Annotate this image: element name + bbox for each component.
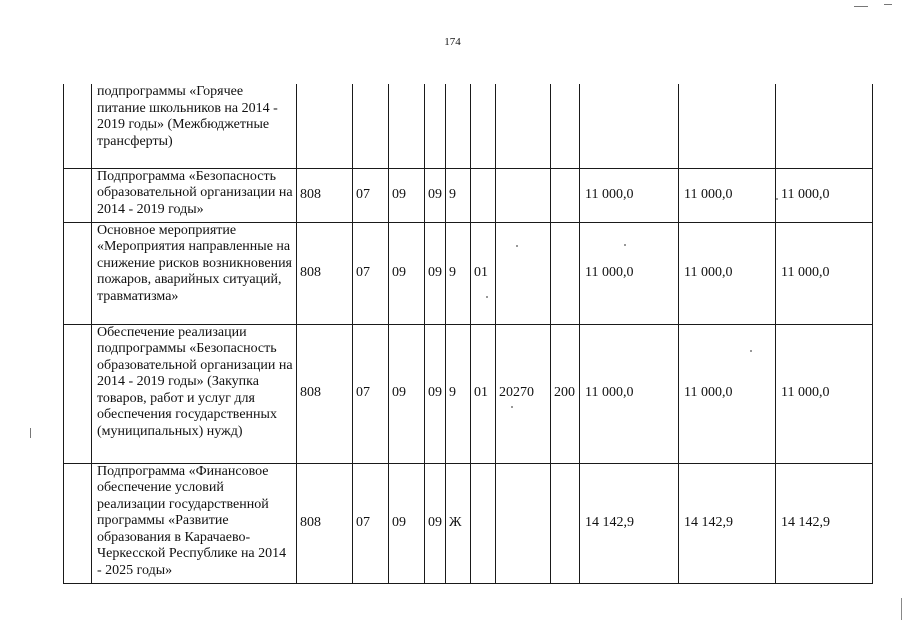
direction-cell: [496, 222, 551, 324]
section-cell: [353, 84, 389, 168]
description-cell: Подпрограмма «Финансовое обеспечение условий реализации государственной программы «Развитие образования в Карачаево-Черкесской Республике на 2014 - 2025 годы»: [92, 463, 297, 583]
subprogram-cell: 9: [446, 324, 471, 463]
event-cell: 01: [471, 324, 496, 463]
subsection-cell: 09: [389, 463, 425, 583]
scan-edge-mark: [901, 598, 902, 620]
amount-cell: 11 000,0: [776, 324, 873, 463]
scan-speck: [884, 4, 892, 5]
direction-cell: 20270: [496, 324, 551, 463]
amount-cell: 11 000,0: [776, 168, 873, 222]
event-cell: 01: [471, 222, 496, 324]
expense-type-cell: [551, 222, 580, 324]
amount-cell: 11 000,0: [580, 168, 679, 222]
amount-cell: 14 142,9: [580, 463, 679, 583]
row-index-cell: [64, 222, 92, 324]
expense-type-cell: [551, 84, 580, 168]
scan-speck: [624, 244, 626, 246]
expense-type-cell: [551, 168, 580, 222]
table-row: [64, 463, 873, 583]
admin-code-cell: 808: [297, 168, 353, 222]
direction-cell: [496, 84, 551, 168]
description-cell: Подпрограмма «Безопасность образовательной организации на 2014 - 2019 годы»: [92, 168, 297, 222]
row-index-cell: [64, 168, 92, 222]
expense-type-cell: [551, 463, 580, 583]
row-index-cell: [64, 463, 92, 583]
amount-cell: [580, 84, 679, 168]
section-cell: 07: [353, 463, 389, 583]
section-cell: 07: [353, 222, 389, 324]
direction-cell: [496, 463, 551, 583]
admin-code-cell: 808: [297, 463, 353, 583]
scan-speck: [486, 296, 488, 298]
subprogram-cell: [446, 84, 471, 168]
event-cell: [471, 84, 496, 168]
amount-cell: 14 142,9: [679, 463, 776, 583]
subprogram-cell: Ж: [446, 463, 471, 583]
budget-table: [63, 84, 873, 584]
admin-code-cell: [297, 84, 353, 168]
amount-cell: [679, 84, 776, 168]
program-cell: 09: [425, 168, 446, 222]
description-cell: подпрограммы «Горячее питание школьников на 2014 - 2019 годы» (Межбюджетные трансферты): [92, 84, 297, 168]
description-cell: Обеспечение реализации подпрограммы «Безопасность образовательной организации на 2014 - 2019 годы» (Закупка товаров, работ и услуг для обеспечения государственных (муниципальных) нужд): [92, 324, 297, 463]
amount-cell: [776, 84, 873, 168]
scan-speck: [854, 6, 868, 7]
subsection-cell: 09: [389, 324, 425, 463]
table-row: [64, 84, 873, 168]
amount-cell: 11 000,0: [679, 168, 776, 222]
direction-cell: [496, 168, 551, 222]
scan-speck: [750, 350, 752, 352]
scan-speck: [516, 245, 518, 247]
table-row: [64, 324, 873, 463]
row-index-cell: [64, 324, 92, 463]
amount-cell: 14 142,9: [776, 463, 873, 583]
description-cell: Основное мероприятие «Мероприятия направленные на снижение рисков возникновения пожаров, аварийных ситуаций, травматизма»: [92, 222, 297, 324]
amount-cell: 11 000,0: [580, 222, 679, 324]
admin-code-cell: 808: [297, 324, 353, 463]
admin-code-cell: 808: [297, 222, 353, 324]
scan-speck: [511, 406, 513, 408]
program-cell: [425, 84, 446, 168]
scan-speck: [30, 428, 31, 438]
table-row: [64, 168, 873, 222]
amount-cell: 11 000,0: [679, 324, 776, 463]
amount-cell: 11 000,0: [679, 222, 776, 324]
program-cell: 09: [425, 222, 446, 324]
row-index-cell: [64, 84, 92, 168]
subsection-cell: 09: [389, 222, 425, 324]
program-cell: 09: [425, 324, 446, 463]
section-cell: 07: [353, 168, 389, 222]
subprogram-cell: 9: [446, 222, 471, 324]
amount-cell: 11 000,0: [580, 324, 679, 463]
event-cell: [471, 463, 496, 583]
subsection-cell: [389, 84, 425, 168]
page-number: 174: [444, 36, 461, 48]
expense-type-cell: 200: [551, 324, 580, 463]
table-row: [64, 222, 873, 324]
subsection-cell: 09: [389, 168, 425, 222]
subprogram-cell: 9: [446, 168, 471, 222]
scan-speck: [776, 198, 778, 200]
event-cell: [471, 168, 496, 222]
program-cell: 09: [425, 463, 446, 583]
section-cell: 07: [353, 324, 389, 463]
amount-cell: 11 000,0: [776, 222, 873, 324]
